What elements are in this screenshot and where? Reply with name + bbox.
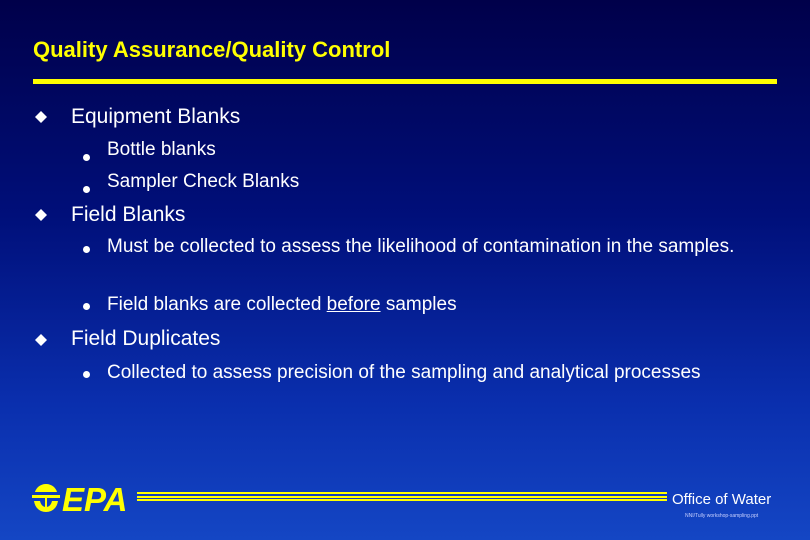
diamond-icon	[35, 334, 47, 346]
dot-icon	[83, 303, 90, 310]
diamond-icon	[35, 111, 47, 123]
diamond-icon	[35, 209, 47, 221]
list-item: Collected to assess precision of the sampling and analytical processes	[107, 362, 701, 383]
list-item: Must be collected to assess the likelihood of contamination in the samples.	[107, 236, 735, 257]
file-name: NNI/Tully workshop-sampling.ppt	[685, 513, 759, 519]
list-item	[107, 292, 757, 318]
footer-rule	[137, 492, 667, 501]
dot-icon	[83, 246, 90, 253]
dot-icon	[83, 186, 90, 193]
dot-icon	[83, 154, 90, 161]
list-item-text: samples	[380, 294, 457, 315]
list-item: Sampler Check Blanks	[107, 171, 300, 192]
emphasis-text: before	[326, 294, 381, 315]
list-item-text: Field blanks are collected	[107, 294, 327, 315]
list-item: Bottle blanks	[107, 139, 216, 160]
title-rule	[33, 79, 777, 84]
slide-title: Quality Assurance/Quality Control	[33, 37, 391, 62]
section-heading: Field Blanks	[71, 203, 186, 226]
epa-logo	[30, 480, 132, 516]
dot-icon	[83, 371, 90, 378]
section-heading: Field Duplicates	[71, 327, 221, 350]
logo-text: EPA	[62, 481, 128, 516]
section-heading: Equipment Blanks	[71, 105, 241, 128]
office-label: Office of Water	[672, 491, 772, 508]
